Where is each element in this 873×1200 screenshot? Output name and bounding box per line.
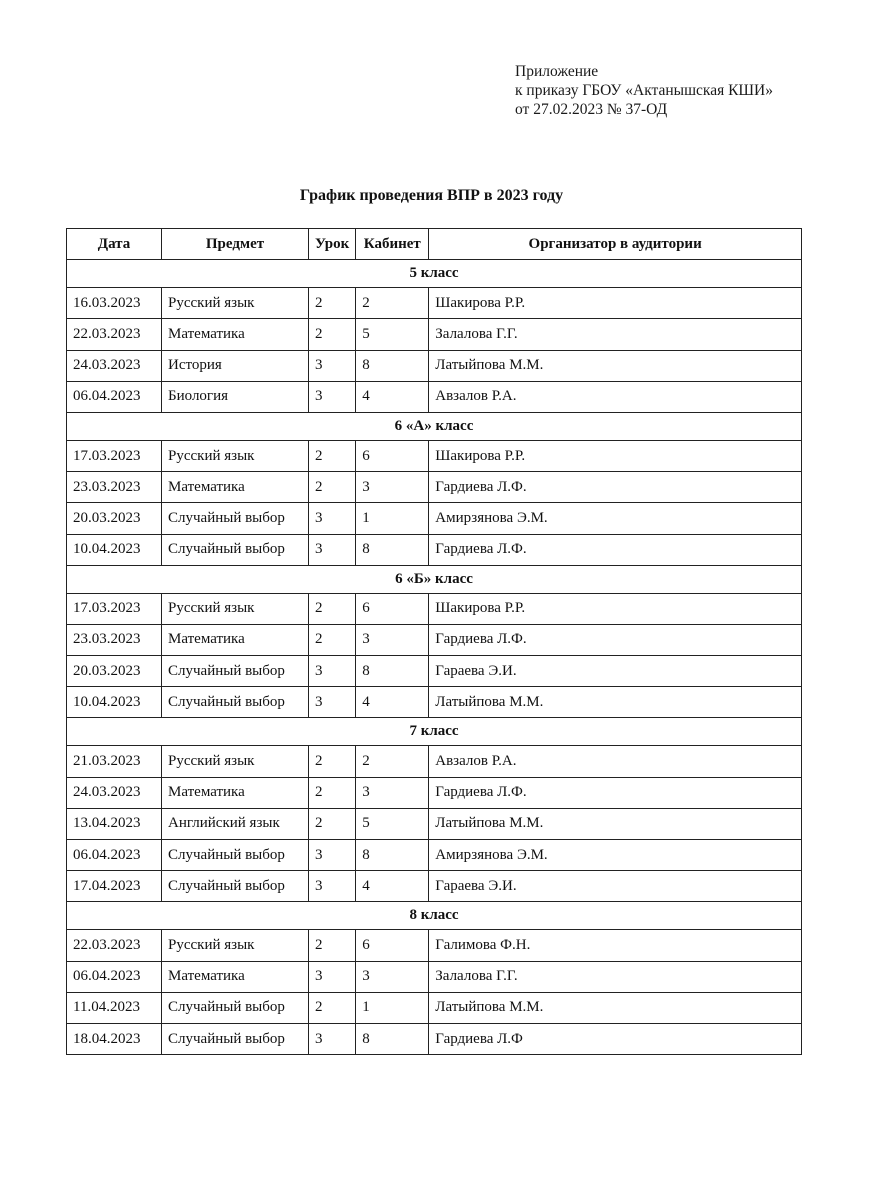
table-row: [67, 840, 802, 871]
cell-subject: Случайный выбор: [162, 1023, 309, 1054]
cell-room: 2: [356, 288, 429, 319]
cell-lesson: 3: [309, 534, 356, 565]
cell-subject: Английский язык: [162, 808, 309, 839]
cell-organizer: Гардиева Л.Ф.: [429, 534, 802, 565]
cell-room: 8: [356, 350, 429, 381]
cell-date: 10.04.2023: [67, 534, 162, 565]
table-row: [67, 808, 802, 839]
header-subject: Предмет: [162, 229, 309, 260]
cell-lesson: 2: [309, 472, 356, 503]
cell-organizer: Латыйпова М.М.: [429, 350, 802, 381]
cell-lesson: 3: [309, 840, 356, 871]
cell-subject: Случайный выбор: [162, 871, 309, 902]
table-row: [67, 871, 802, 902]
cell-room: 5: [356, 319, 429, 350]
cell-date: 06.04.2023: [67, 961, 162, 992]
cell-lesson: 2: [309, 319, 356, 350]
cell-subject: Русский язык: [162, 930, 309, 961]
cell-date: 21.03.2023: [67, 746, 162, 777]
cell-organizer: Гардиева Л.Ф.: [429, 472, 802, 503]
cell-room: 8: [356, 840, 429, 871]
cell-room: 3: [356, 624, 429, 655]
table-row: [67, 472, 802, 503]
cell-lesson: 2: [309, 288, 356, 319]
cell-subject: Русский язык: [162, 440, 309, 471]
header-row: [67, 229, 802, 260]
cell-date: 20.03.2023: [67, 503, 162, 534]
cell-organizer: Амирзянова Э.М.: [429, 503, 802, 534]
cell-lesson: 3: [309, 503, 356, 534]
cell-date: 17.03.2023: [67, 593, 162, 624]
cell-subject: Случайный выбор: [162, 534, 309, 565]
cell-date: 13.04.2023: [67, 808, 162, 839]
cell-room: 4: [356, 381, 429, 412]
cell-lesson: 2: [309, 808, 356, 839]
cell-room: 3: [356, 472, 429, 503]
cell-lesson: 3: [309, 350, 356, 381]
cell-date: 23.03.2023: [67, 624, 162, 655]
header-lesson: Урок: [309, 229, 356, 260]
cell-lesson: 2: [309, 746, 356, 777]
cell-lesson: 2: [309, 930, 356, 961]
table-row: [67, 992, 802, 1023]
cell-lesson: 3: [309, 871, 356, 902]
appendix-line-2: к приказу ГБОУ «Актанышская КШИ»: [515, 82, 774, 99]
table-row: [67, 687, 802, 718]
header-date: Дата: [67, 229, 162, 260]
cell-room: 3: [356, 777, 429, 808]
cell-lesson: 2: [309, 777, 356, 808]
class-section-label: 6 «Б» класс: [67, 565, 802, 593]
header-room: Кабинет: [356, 229, 429, 260]
cell-subject: Случайный выбор: [162, 503, 309, 534]
cell-date: 23.03.2023: [67, 472, 162, 503]
table-row: [67, 961, 802, 992]
schedule-body: [67, 260, 802, 1055]
table-row: [67, 503, 802, 534]
appendix-line-1: Приложение: [515, 63, 599, 80]
cell-lesson: 3: [309, 656, 356, 687]
cell-room: 8: [356, 656, 429, 687]
cell-subject: Случайный выбор: [162, 656, 309, 687]
cell-date: 20.03.2023: [67, 656, 162, 687]
cell-subject: Математика: [162, 777, 309, 808]
cell-room: 4: [356, 871, 429, 902]
cell-organizer: Гардиева Л.Ф.: [429, 777, 802, 808]
cell-lesson: 2: [309, 593, 356, 624]
cell-lesson: 3: [309, 381, 356, 412]
table-row: [67, 319, 802, 350]
cell-date: 22.03.2023: [67, 319, 162, 350]
header-organizer: Организатор в аудитории: [429, 229, 802, 260]
cell-date: 06.04.2023: [67, 381, 162, 412]
cell-subject: Случайный выбор: [162, 992, 309, 1023]
cell-subject: Биология: [162, 381, 309, 412]
cell-room: 6: [356, 593, 429, 624]
appendix-line-3: от 27.02.2023 № 37-ОД: [515, 101, 668, 118]
cell-lesson: 2: [309, 440, 356, 471]
class-section-row: [67, 718, 802, 746]
cell-date: 24.03.2023: [67, 777, 162, 808]
cell-organizer: Амирзянова Э.М.: [429, 840, 802, 871]
table-row: [67, 746, 802, 777]
table-row: [67, 624, 802, 655]
appendix-block: [515, 62, 773, 119]
cell-date: 06.04.2023: [67, 840, 162, 871]
cell-subject: Математика: [162, 319, 309, 350]
cell-lesson: 2: [309, 624, 356, 655]
cell-subject: Случайный выбор: [162, 840, 309, 871]
cell-lesson: 3: [309, 687, 356, 718]
cell-room: 8: [356, 534, 429, 565]
table-row: [67, 440, 802, 471]
class-section-row: [67, 902, 802, 930]
cell-subject: Математика: [162, 624, 309, 655]
cell-organizer: Латыйпова М.М.: [429, 687, 802, 718]
cell-subject: Русский язык: [162, 593, 309, 624]
cell-subject: Случайный выбор: [162, 687, 309, 718]
cell-date: 24.03.2023: [67, 350, 162, 381]
cell-organizer: Шакирова Р.Р.: [429, 440, 802, 471]
cell-date: 22.03.2023: [67, 930, 162, 961]
cell-room: 3: [356, 961, 429, 992]
cell-room: 4: [356, 687, 429, 718]
cell-room: 5: [356, 808, 429, 839]
cell-organizer: Авзалов Р.А.: [429, 381, 802, 412]
table-row: [67, 777, 802, 808]
cell-date: 11.04.2023: [67, 992, 162, 1023]
class-section-label: 7 класс: [67, 718, 802, 746]
cell-organizer: Латыйпова М.М.: [429, 992, 802, 1023]
schedule-table: [66, 228, 802, 1055]
cell-date: 17.04.2023: [67, 871, 162, 902]
cell-subject: Математика: [162, 961, 309, 992]
class-section-label: 8 класс: [67, 902, 802, 930]
table-row: [67, 534, 802, 565]
cell-organizer: Залалова Г.Г.: [429, 319, 802, 350]
document-title-text: График проведения ВПР в 2023 году: [299, 187, 564, 204]
table-row: [67, 656, 802, 687]
cell-date: 18.04.2023: [67, 1023, 162, 1054]
cell-room: 8: [356, 1023, 429, 1054]
class-section-label: 5 класс: [67, 260, 802, 288]
cell-room: 6: [356, 930, 429, 961]
cell-subject: Русский язык: [162, 288, 309, 319]
cell-organizer: Авзалов Р.А.: [429, 746, 802, 777]
cell-lesson: 2: [309, 992, 356, 1023]
cell-organizer: Гардиева Л.Ф.: [429, 624, 802, 655]
table-row: [67, 288, 802, 319]
cell-organizer: Залалова Г.Г.: [429, 961, 802, 992]
table-row: [67, 350, 802, 381]
cell-room: 1: [356, 503, 429, 534]
cell-date: 10.04.2023: [67, 687, 162, 718]
cell-organizer: Шакирова Р.Р.: [429, 288, 802, 319]
cell-lesson: 3: [309, 1023, 356, 1054]
cell-date: 17.03.2023: [67, 440, 162, 471]
cell-organizer: Гараева Э.И.: [429, 871, 802, 902]
cell-subject: Русский язык: [162, 746, 309, 777]
cell-room: 1: [356, 992, 429, 1023]
cell-organizer: Шакирова Р.Р.: [429, 593, 802, 624]
class-section-label: 6 «А» класс: [67, 412, 802, 440]
cell-organizer: Галимова Ф.Н.: [429, 930, 802, 961]
cell-subject: Математика: [162, 472, 309, 503]
class-section-row: [67, 412, 802, 440]
table-row: [67, 1023, 802, 1054]
cell-room: 2: [356, 746, 429, 777]
cell-date: 16.03.2023: [67, 288, 162, 319]
table-row: [67, 593, 802, 624]
cell-lesson: 3: [309, 961, 356, 992]
cell-organizer: Гараева Э.И.: [429, 656, 802, 687]
cell-organizer: Латыйпова М.М.: [429, 808, 802, 839]
class-section-row: [67, 260, 802, 288]
cell-room: 6: [356, 440, 429, 471]
table-row: [67, 381, 802, 412]
cell-organizer: Гардиева Л.Ф: [429, 1023, 802, 1054]
table-row: [67, 930, 802, 961]
document-title: [0, 187, 873, 205]
cell-subject: История: [162, 350, 309, 381]
class-section-row: [67, 565, 802, 593]
